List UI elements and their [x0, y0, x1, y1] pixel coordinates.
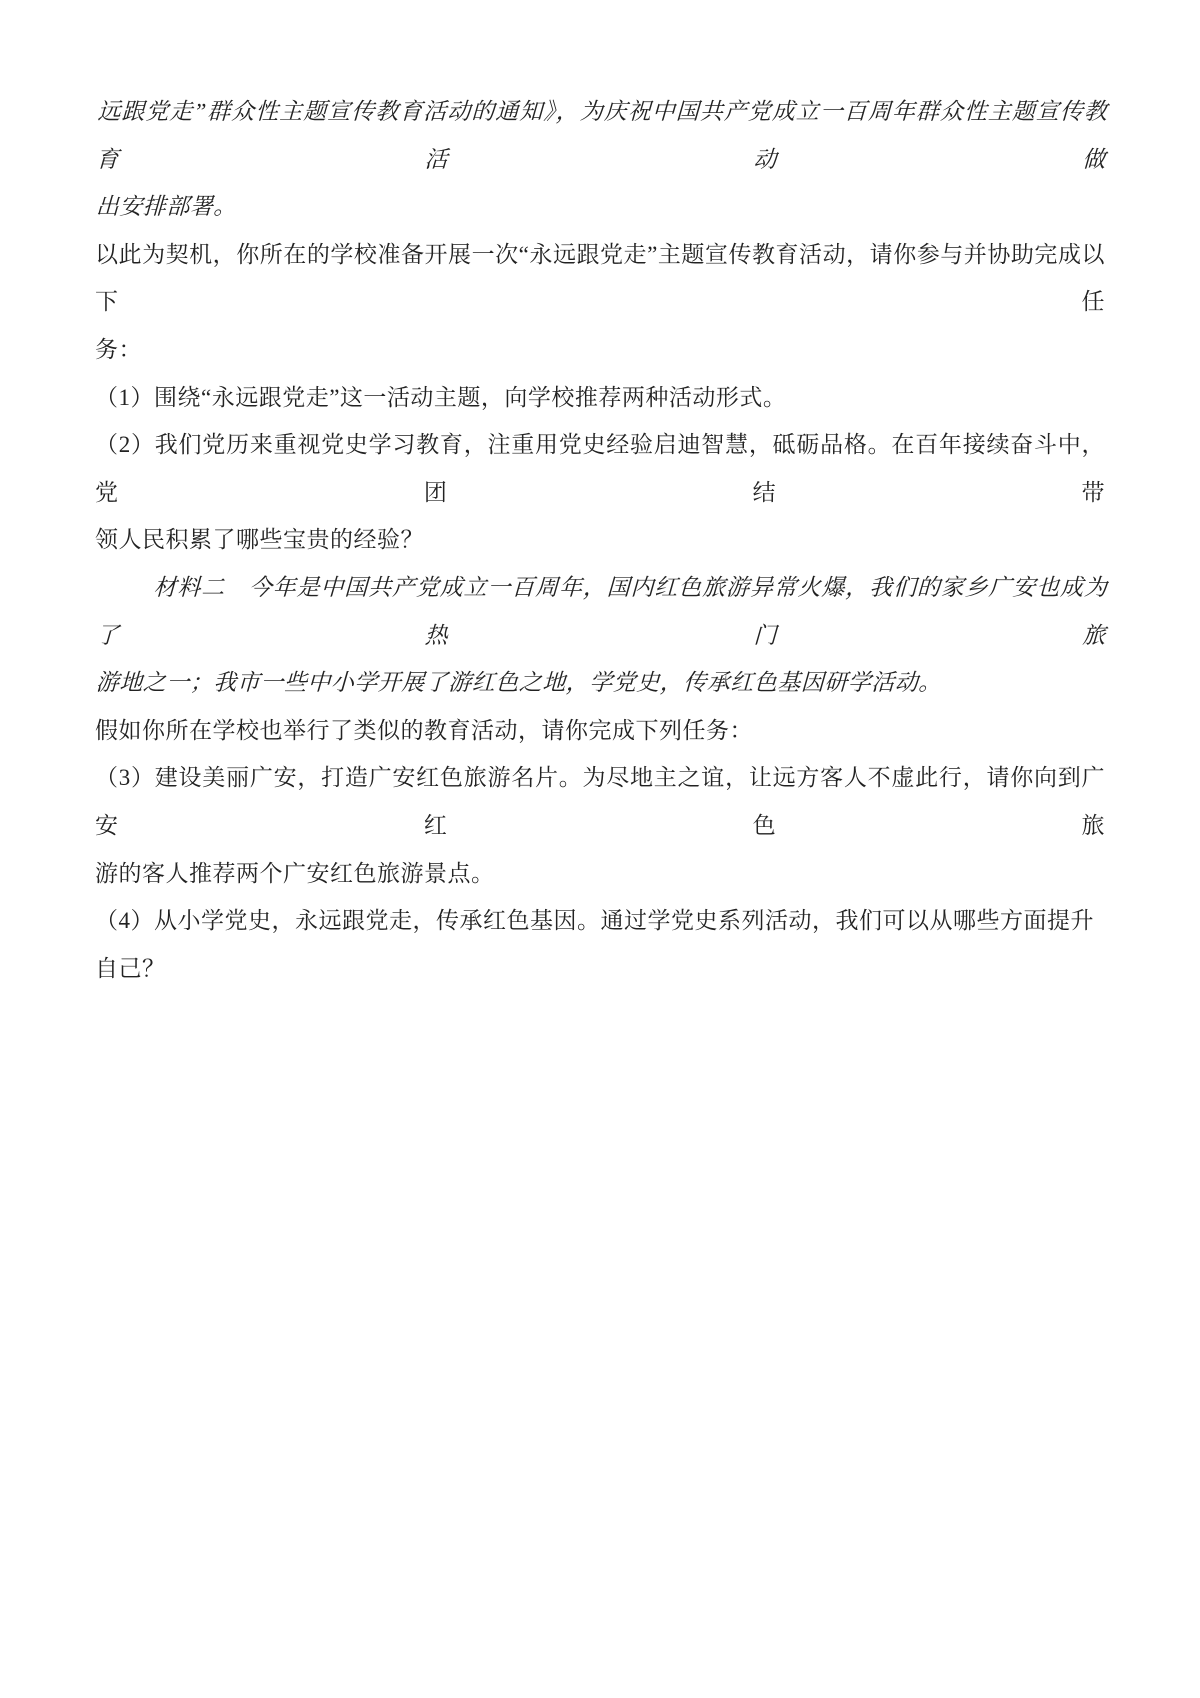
text-line: 游的客人推荐两个广安红色旅游景点。	[95, 860, 495, 886]
text-line: （3）建设美丽广安，打造广安红色旅游名片。为尽地主之谊，让远方客人不虚此行，请你向到广安红色旅	[95, 765, 1105, 838]
text-line: 领人民积累了哪些宝贵的经验？	[95, 527, 424, 553]
text-line: 以此为契机，你所在的学校准备开展一次“永远跟党走”主题宣传教育活动，请你参与并协助完成以下任	[95, 241, 1105, 315]
text-line: 游地之一；我市一些中小学开展了游红色之地，学党史，传承红色基因研学活动。	[95, 670, 943, 696]
text-line: 材料二 今年是中国共产党成立一百周年，国内红色旅游异常火爆，我们的家乡广安也成为了热门旅	[95, 574, 1108, 648]
text-line: 出安排部署。	[95, 194, 238, 220]
question-2	[95, 421, 1105, 564]
text-line: 务：	[95, 336, 142, 362]
text-block	[95, 88, 1108, 992]
text-line: （1）围绕“永远跟党走”这一活动主题，向学校推荐两种活动形式。	[95, 384, 787, 410]
para-task-intro	[95, 231, 1105, 374]
question-1	[95, 374, 1105, 422]
para-material-2	[95, 564, 1108, 707]
text-line: （4）从小学党史，永远跟党走，传承红色基因。通过学党史系列活动，我们可以从哪些方面提升自己？	[95, 908, 1094, 981]
text-line: 远跟党走”群众性主题宣传教育活动的通知》，为庆祝中国共产党成立一百周年群众性主题宣传教育活动做	[95, 99, 1108, 172]
question-3	[95, 754, 1105, 897]
question-4	[95, 897, 1105, 992]
para-notice-continuation	[95, 88, 1108, 231]
text-line: （2）我们党历来重视党史学习教育，注重用党史经验启迪智慧，砥砺品格。在百年接续奋斗中，党团结带	[95, 432, 1105, 505]
para-assumption	[95, 707, 1105, 755]
text-line: 假如你所在学校也举行了类似的教育活动，请你完成下列任务：	[95, 717, 753, 743]
